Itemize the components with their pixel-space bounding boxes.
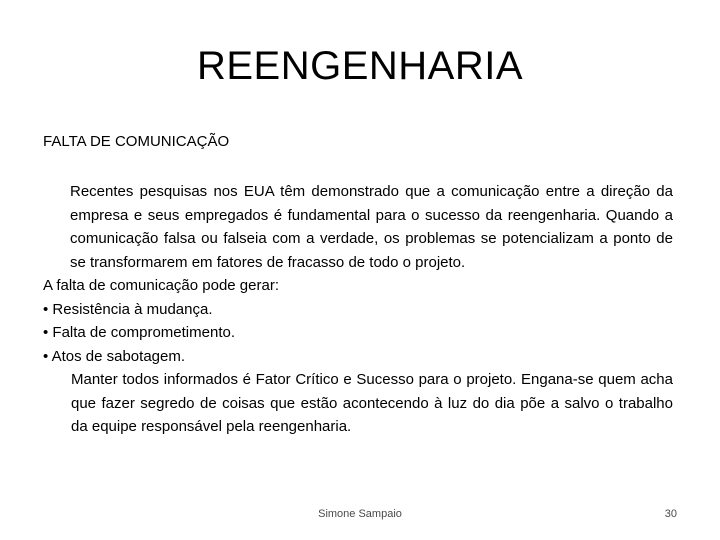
paragraph-research: Recentes pesquisas nos EUA têm demonstrado que a comunicação entre a direção da empresa e seus empregados é fundamental para o sucesso da reengenharia. Quando a comunicação falsa ou falseia com a verdade, os problemas se potencializam a ponto de se transformarem em fatores de fracasso de todo o projeto. — [70, 183, 673, 271]
bullet-item: • Falta de comprometimento. — [43, 324, 235, 341]
slide-title: REENGENHARIA — [196, 44, 524, 88]
slide-subtitle: FALTA DE COMUNICAÇÃO — [43, 133, 230, 150]
paragraph-critical-factor: Manter todos informados é Fator Crítico e Sucesso para o projeto. Engana-se quem acha que fazer segredo de coisas que estão acontecendo à luz do dia põe a salvo o trabalho da equipe responsável pela reengenharia. — [71, 371, 673, 435]
bullet-item: • Resistência à mudança. — [43, 300, 213, 318]
intro-line: A falta de comunicação pode gerar: — [43, 277, 279, 294]
bullet-item: • Atos de sabotagem. — [43, 347, 186, 365]
footer-author: Simone Sampaio — [318, 508, 402, 520]
slide-body — [43, 180, 673, 439]
footer-page-number: 30 — [664, 508, 677, 520]
